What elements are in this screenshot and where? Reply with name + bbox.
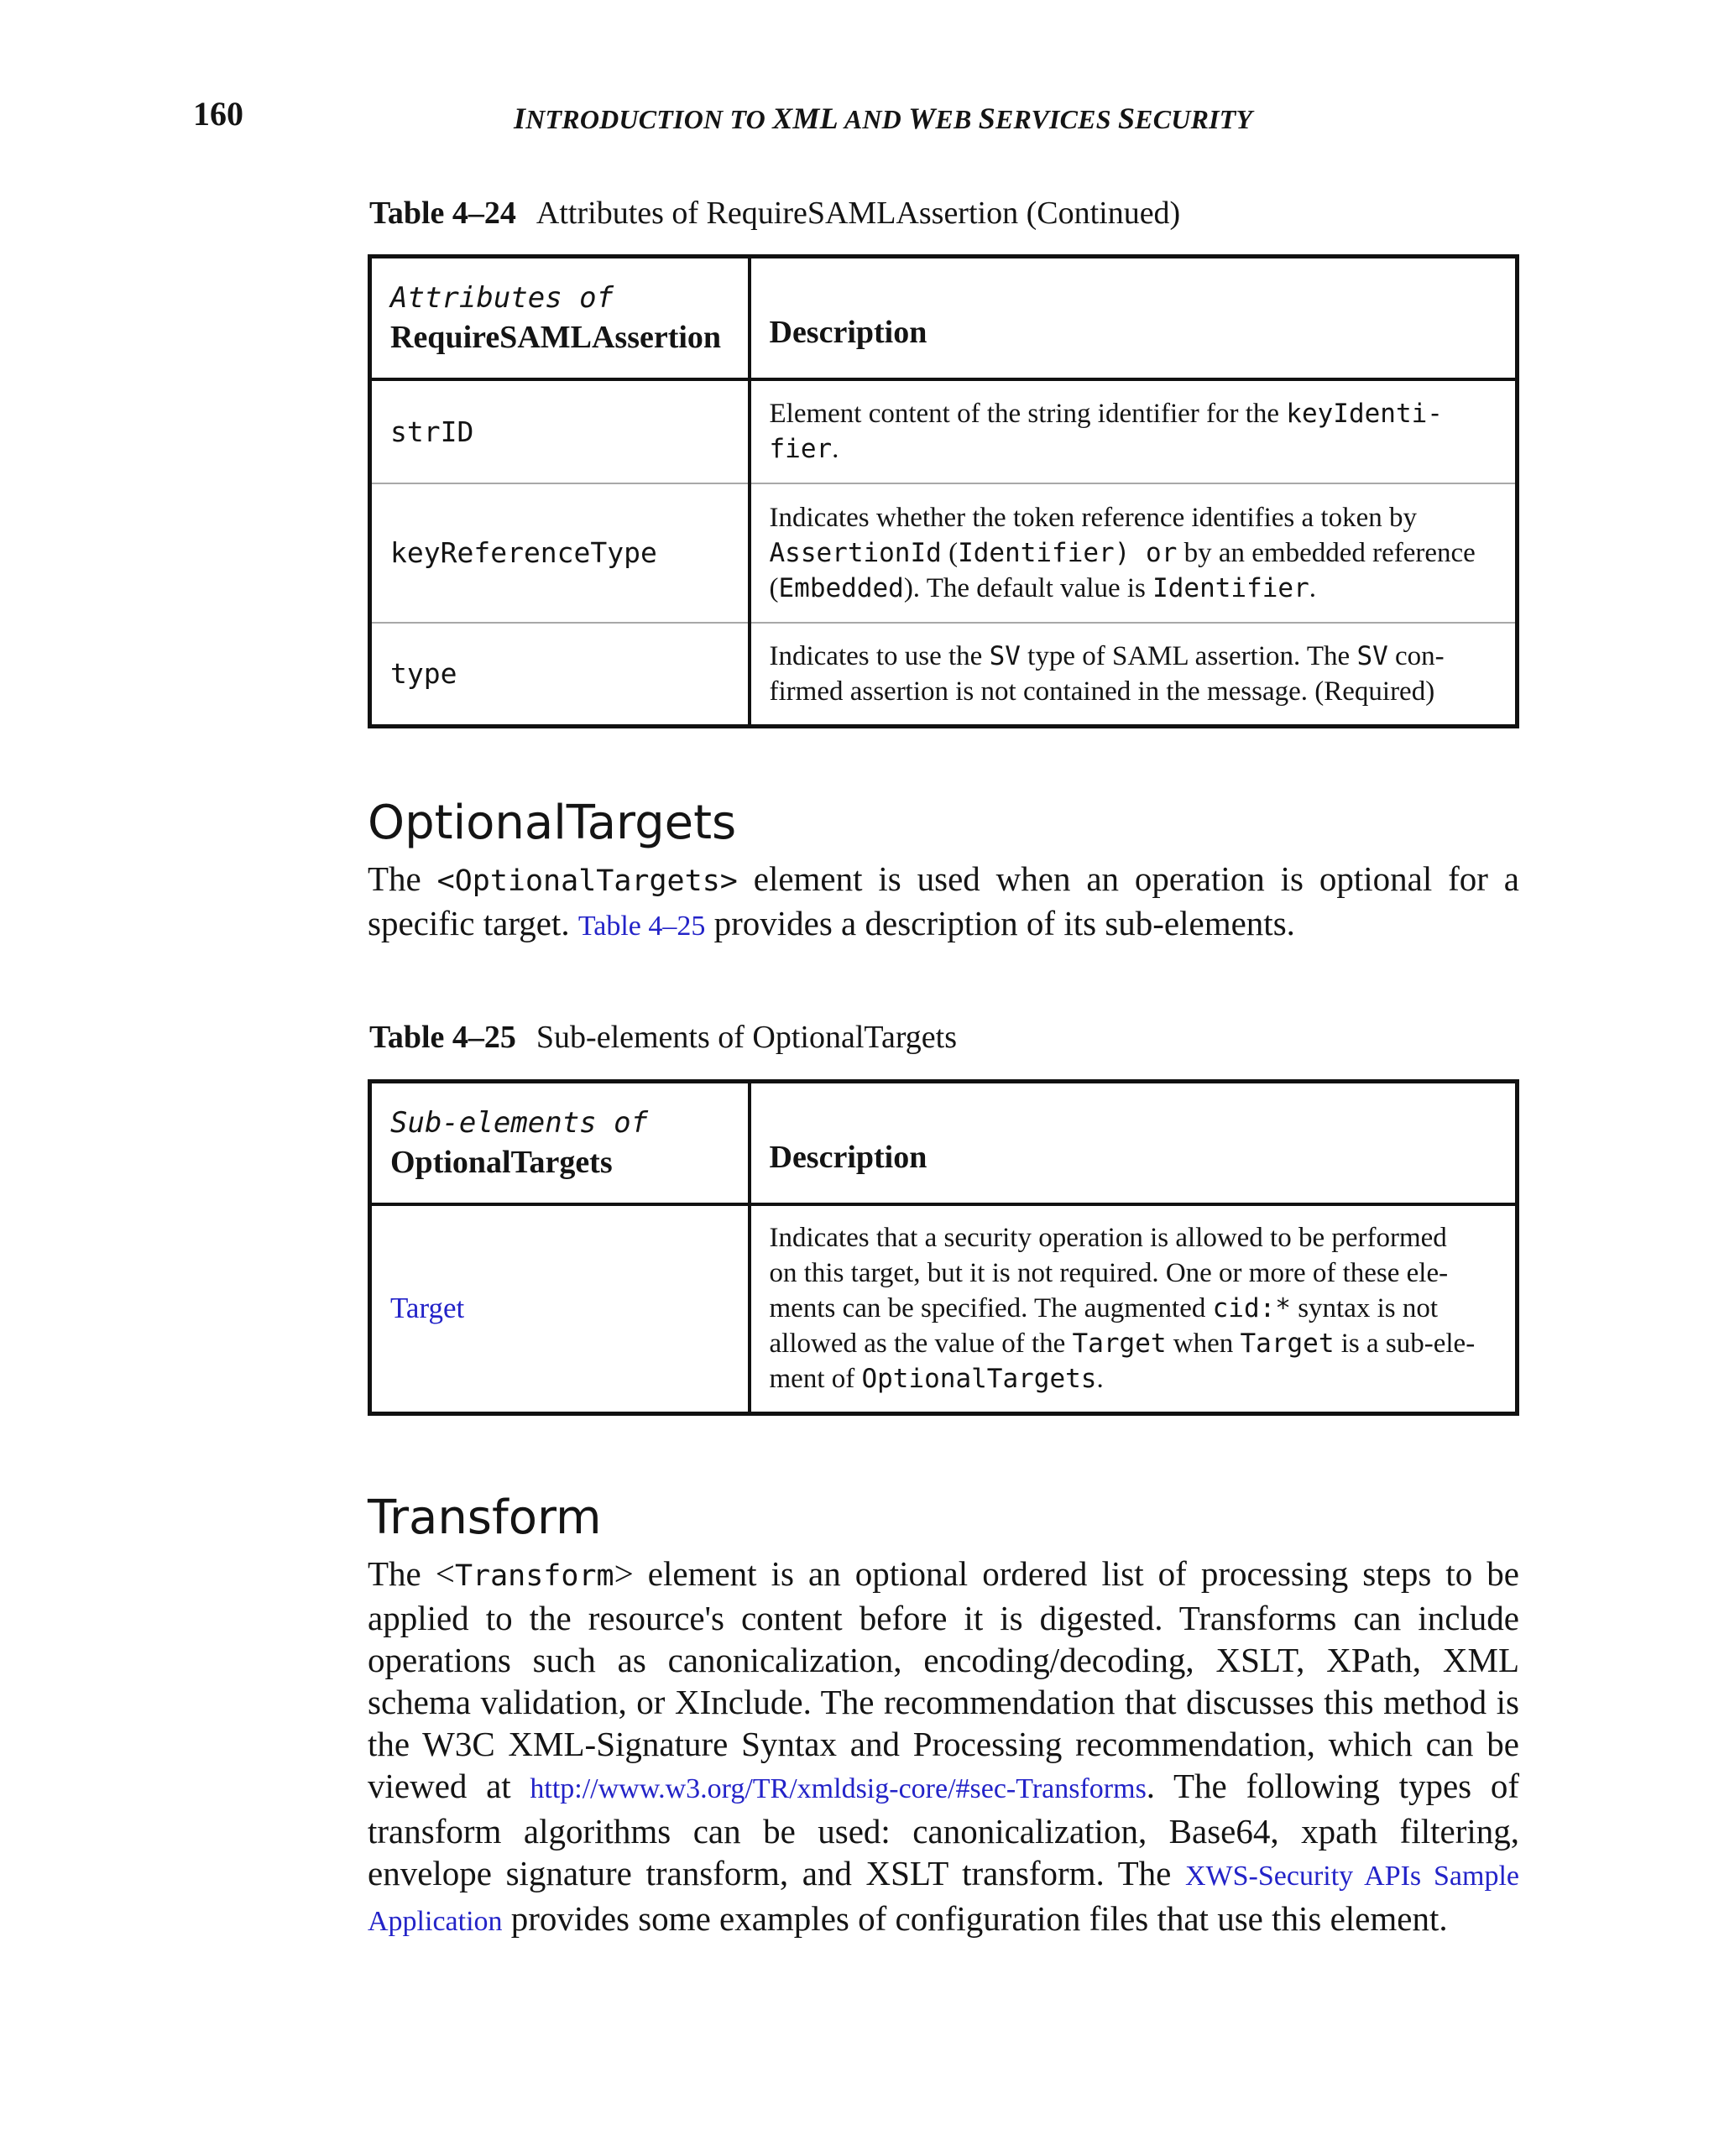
running-head-part: ECURITY <box>1135 104 1253 134</box>
desc-text: Indicates to use the <box>769 640 990 671</box>
code-text: OptionalTargets <box>861 1364 1097 1395</box>
table2-caption <box>369 1019 957 1056</box>
table1-header-col2-label: Description <box>769 314 927 350</box>
running-head-part: EB <box>935 104 979 134</box>
table-row <box>370 1204 1518 1414</box>
table-row <box>370 483 1518 623</box>
running-head-part: S <box>1117 102 1136 135</box>
code-text: <OptionalTargets> <box>436 864 738 898</box>
table2-caption-number: Table 4–25 <box>369 1020 516 1055</box>
code-text: Target <box>1072 1329 1167 1360</box>
table1-caption-text: Attributes of RequireSAMLAssertion (Continued) <box>536 196 1181 231</box>
table1 <box>368 254 1519 728</box>
running-head-part: ERVICES <box>995 104 1118 134</box>
desc-text: ). The default value is <box>903 572 1153 603</box>
desc-text: . <box>832 434 839 464</box>
body-text: . The following types of transform algorithms can be used: canonicalization, Base64, xpath filtering, envelope signature transform, and XSLT transform. The <box>368 1767 1519 1892</box>
table2-header-col1-mono: Sub-elements of <box>390 1105 649 1140</box>
table2-header-row <box>370 1082 1518 1204</box>
link[interactable]: Table 4–25 <box>577 911 706 942</box>
desc-text: type of SAML assertion. The <box>1020 640 1357 671</box>
table2 <box>368 1079 1519 1416</box>
running-head-part: AND <box>838 104 909 134</box>
table1-header-col2 <box>750 257 1518 379</box>
body-text: > element is an optional ordered list of processing steps to be applied to the resource's content before it is digested. Transforms can include operations such as canonicalization, encoding/decoding, XSLT, XPath, XML schema validation, or XInclude. The recommendation that discusses this method is the W3C XML-Signature Syntax and Processing recommendation, which can be viewed at <box>368 1554 1519 1805</box>
table2-header-col1 <box>370 1082 750 1204</box>
table1-desc-keyreferencetype <box>750 483 1518 623</box>
table1-header-col1 <box>370 257 750 379</box>
code-text: Embedded <box>778 572 904 603</box>
body-text: provides a description of its sub-elements. <box>705 904 1295 942</box>
desc-text: ( <box>769 572 779 603</box>
desc-text: . <box>1309 572 1316 603</box>
section-title-transform: Transform <box>368 1490 602 1545</box>
table1-caption <box>369 195 1180 232</box>
table1-header-col1-mono: Attributes of <box>390 280 614 315</box>
table-row <box>370 623 1518 727</box>
table1-desc-strid <box>750 379 1518 483</box>
table1-key-keyreferencetype: keyReferenceType <box>370 483 750 623</box>
table1-desc-type <box>750 623 1518 727</box>
desc-text: when <box>1166 1329 1241 1360</box>
table-row <box>370 379 1518 483</box>
desc-text: by an embedded reference <box>1177 537 1476 568</box>
code-text: cid:* <box>1212 1293 1291 1324</box>
code-text: Identifier) or <box>958 537 1178 568</box>
table1-key-type: type <box>370 623 750 727</box>
desc-text: firmed assertion is not contained in the message. (Required) <box>769 676 1435 707</box>
running-head-part: S <box>978 102 995 135</box>
table1-header-col1-bold: RequireSAMLAssertion <box>390 319 722 355</box>
table1-header-row <box>370 257 1518 379</box>
desc-text: ments can be specified. The augmented <box>769 1293 1213 1324</box>
code-text: SV <box>1356 640 1388 671</box>
body-text: element is used when an operation is optional for a specific target. <box>368 859 1519 942</box>
table2-header-col2-label: Description <box>769 1139 927 1175</box>
optionaltargets-paragraph <box>368 858 1519 947</box>
transform-paragraph <box>368 1553 1519 1943</box>
page-number: 160 <box>193 95 243 133</box>
link[interactable]: http://www.w3.org/TR/xmldsig-core/#sec-Transforms <box>530 1773 1147 1804</box>
desc-text: on this target, but it is not required. One or more of these ele- <box>769 1258 1449 1289</box>
table2-header-col2 <box>750 1082 1518 1204</box>
link[interactable]: XWS-Security APIs Sample Application <box>368 1861 1519 1937</box>
table2-desc-target <box>750 1204 1518 1414</box>
desc-text: is a sub-ele- <box>1334 1329 1476 1360</box>
code-text: Transform <box>454 1559 614 1593</box>
running-head-part: I <box>514 102 526 135</box>
code-text: Target <box>1240 1329 1335 1360</box>
desc-text: Indicates whether the token reference identifies a token by <box>769 502 1417 533</box>
running-head-part: NTRODUCTION TO <box>525 104 773 134</box>
code-text: Identifier <box>1152 572 1309 603</box>
desc-text: . <box>1096 1364 1104 1395</box>
body-text: provides some examples of configuration files that use this element. <box>502 1899 1448 1938</box>
running-head <box>514 101 1252 136</box>
code-text: SV <box>989 640 1021 671</box>
section-title-optionaltargets: OptionalTargets <box>368 796 737 850</box>
running-head-part: XML <box>772 102 839 135</box>
desc-text: con- <box>1387 640 1445 671</box>
table2-caption-text: Sub-elements of OptionalTargets <box>536 1020 958 1055</box>
desc-text: allowed as the value of the <box>769 1329 1073 1360</box>
desc-text: Indicates that a security operation is allowed to be performed <box>769 1223 1447 1254</box>
running-head-part: W <box>908 102 936 135</box>
desc-text: syntax is not <box>1290 1293 1439 1324</box>
body-text: The <box>368 859 437 898</box>
target-link[interactable]: Target <box>370 1204 750 1414</box>
desc-text: Element content of the string identifier for the <box>769 399 1287 429</box>
code-text: keyIdenti- <box>1286 399 1443 429</box>
desc-text: ment of <box>769 1364 862 1395</box>
desc-text: ( <box>941 537 959 568</box>
body-text: The < <box>368 1554 455 1593</box>
table1-caption-number: Table 4–24 <box>369 196 516 231</box>
table1-key-strid: strID <box>370 379 750 483</box>
table2-header-col1-bold: OptionalTargets <box>390 1144 613 1180</box>
code-text: fier <box>769 434 833 464</box>
code-text: AssertionId <box>769 537 942 568</box>
